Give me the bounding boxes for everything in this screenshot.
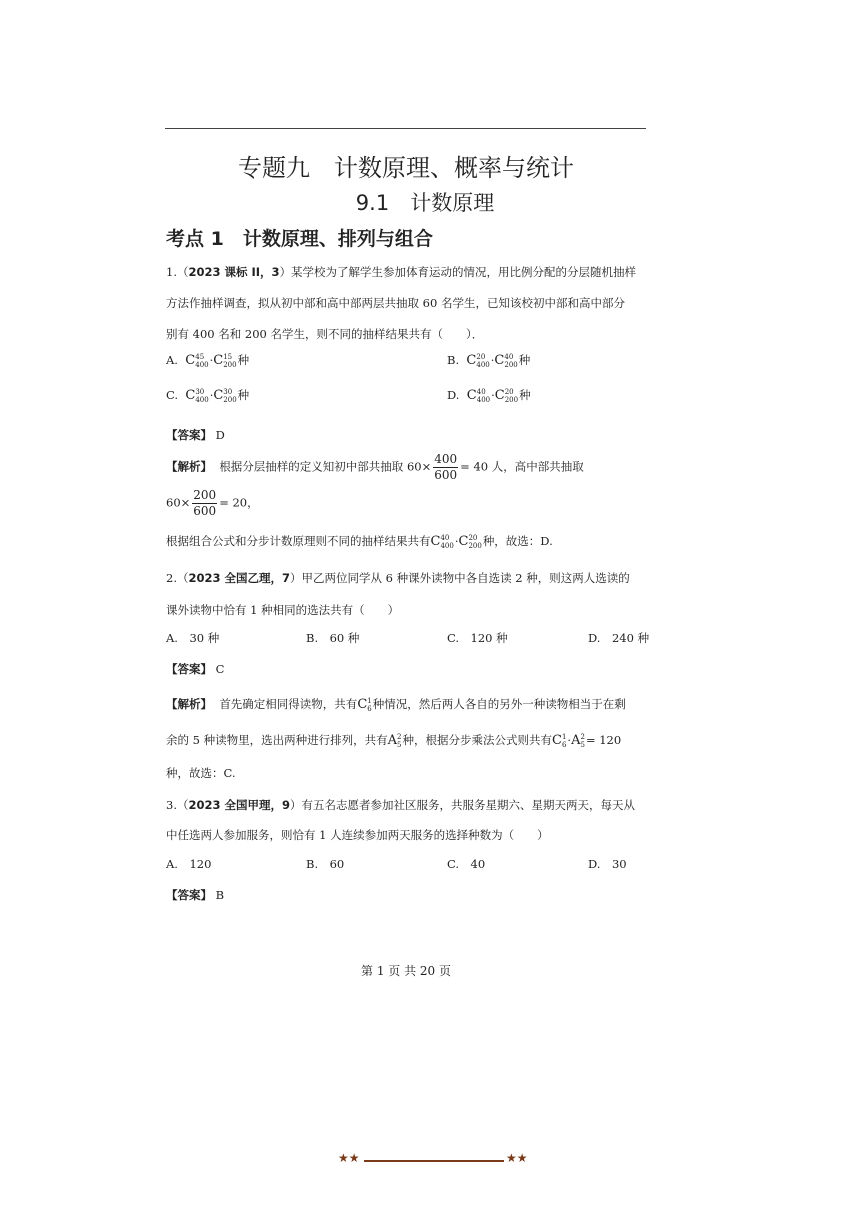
topic-heading: 考点 1 计数原理、排列与组合 <box>166 228 433 250</box>
fraction-200-600: $\frac{200}{600}$ <box>193 488 217 518</box>
header-rule <box>165 128 646 129</box>
q3-option-c: C. 40 <box>447 857 486 871</box>
q2-option-d: D. 240 种 <box>588 631 650 645</box>
q1-line2: 方法作抽样调查，拟从初中部和高中部两层共抽取 60 名学生，已知该校初中部和高中部分 <box>166 296 625 310</box>
q1-answer: 【答案】 D <box>166 428 225 442</box>
q2-analysis-line1: 【解析】 首先确定相同得读物，共有C 1 6 种情况，然后两人各自的另外一种读物相当于在剩 <box>166 697 626 713</box>
q1-option-b: B. C 20 400 ·C 40 200 种 <box>447 353 531 369</box>
q3-line1: 3.（2023 全国甲理，9）有五名志愿者参加社区服务，共服务星期六、星期天两天，每天从 <box>166 798 635 812</box>
star-icon: ★★ <box>506 1151 528 1165</box>
q1-line3: 别有 400 名和 200 名学生，则不同的抽样结果共有（ ）． <box>166 327 484 341</box>
q1-option-c: C. C 30 400 ·C 30 200 种 <box>166 388 250 404</box>
q1-line1: 1.（2023 课标 II，3）某学校为了解学生参加体育运动的情况，用比例分配的分层随机抽样 <box>166 265 637 279</box>
q1-option-d: D. C 40 400 ·C 20 200 种 <box>447 388 531 404</box>
q3-source: 2023 全国甲理，9 <box>188 798 290 812</box>
q2-answer: 【答案】 C <box>166 662 225 676</box>
star-icon: ★★ <box>338 1151 360 1165</box>
q1-analysis-line2: 60× $\frac{200}{600}$ = 20， <box>166 488 259 518</box>
q1-analysis-line1: 【解析】 根据分层抽样的定义知初中部共抽取 60× $\frac{400}{600}$ = 40 人，高中部共抽取 <box>166 452 584 482</box>
q3-answer: 【答案】 B <box>166 888 225 902</box>
q2-source: 2023 全国乙理，7 <box>188 571 290 585</box>
chapter-title: 专题九 计数原理、概率与统计 <box>238 154 574 182</box>
q2-line1: 2.（2023 全国乙理，7）甲乙两位同学从 6 种课外读物中各自选读 2 种，则这两人选读的 <box>166 571 630 585</box>
q3-option-b: B. 60 <box>306 857 345 871</box>
q2-option-c: C. 120 种 <box>447 631 508 645</box>
q2-line2: 课外读物中恰有 1 种相同的选法共有（ ） <box>166 603 400 617</box>
q2-analysis-line2: 余的 5 种读物里，选出两种进行排列，共有A 2 5 种，根据分步乘法公式则共有C 1 6 ·A 2 5 = 120 <box>166 733 622 749</box>
q2-option-a: A. 30 种 <box>166 631 220 645</box>
q2-option-b: B. 60 种 <box>306 631 360 645</box>
q2-analysis-line3: 种，故选：C. <box>166 766 236 780</box>
section-subtitle: 9.1 计数原理 <box>355 191 495 215</box>
footer-decoration <box>338 1151 530 1166</box>
q3-line2: 中任选两人参加服务，则恰有 1 人连续参加两天服务的选择种数为（ ） <box>166 828 549 842</box>
q3-option-a: A. 120 <box>166 857 212 871</box>
q1-source: 2023 课标 II，3 <box>188 265 280 279</box>
q3-option-d: D. 30 <box>588 857 627 871</box>
page-number: 第 1 页 共 20 页 <box>361 964 451 978</box>
q1-analysis-line3: 根据组合公式和分步计数原理则不同的抽样结果共有C 40 400 ·C 20 200 种，故选：D. <box>166 534 553 550</box>
divider-line <box>364 1160 504 1162</box>
fraction-400-600: $\frac{400}{600}$ <box>434 452 458 482</box>
q1-option-a: A. C 45 400 ·C 15 200 种 <box>166 353 250 369</box>
